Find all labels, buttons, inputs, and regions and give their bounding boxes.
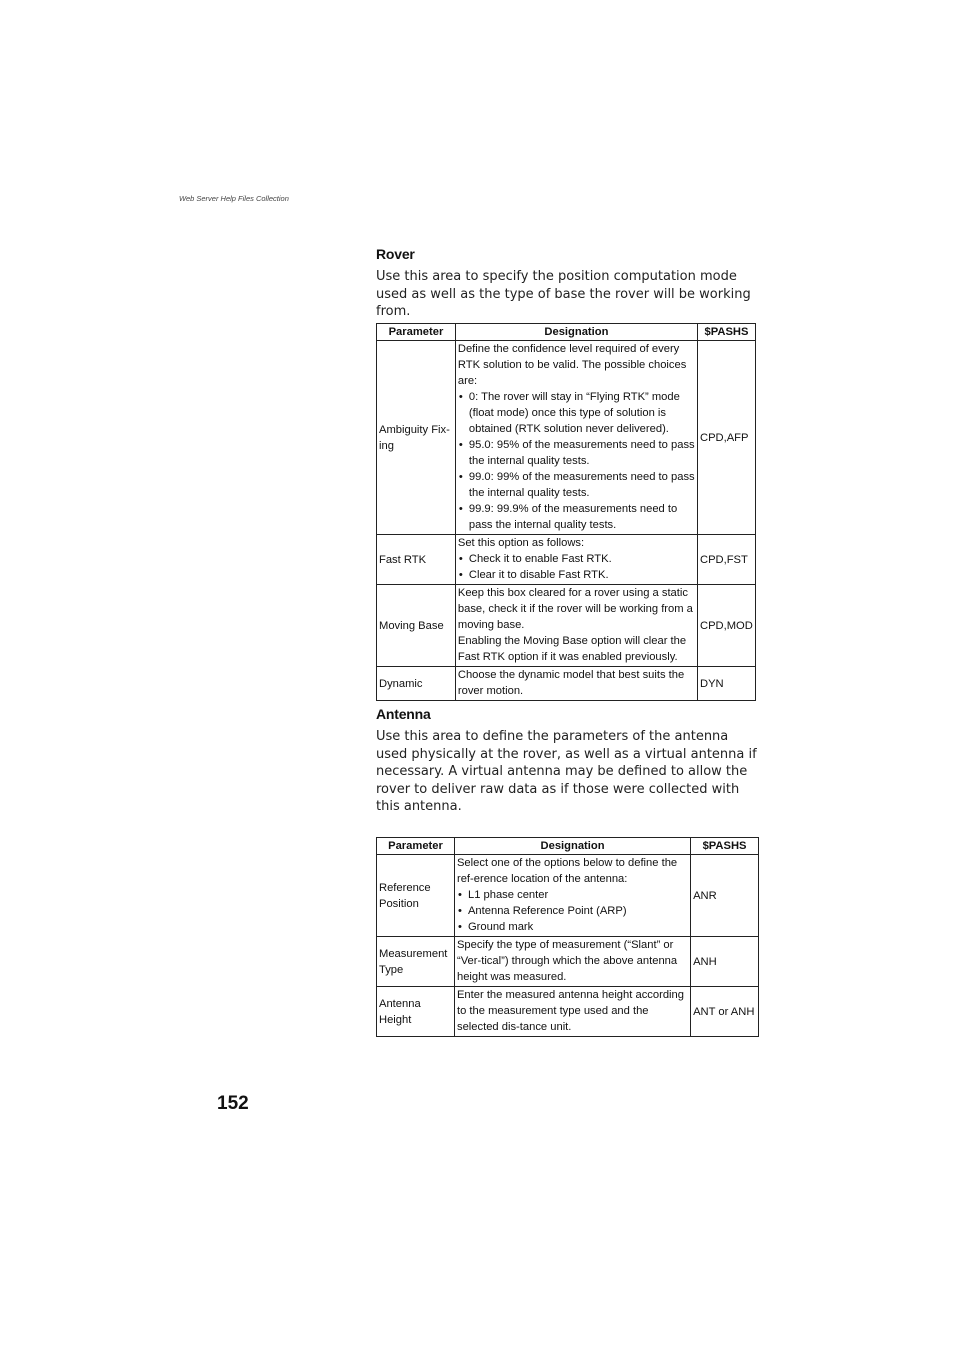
antenna-table	[376, 837, 759, 1037]
column-header-designation: Designation	[455, 324, 697, 341]
table-row	[377, 855, 759, 937]
designation-bullets	[458, 389, 695, 533]
list-item: • Clear it to disable Fast RTK.	[458, 567, 695, 583]
designation-cell	[454, 937, 690, 987]
page-number: 152	[217, 1093, 249, 1114]
table-row	[377, 535, 756, 585]
table-row	[377, 667, 756, 701]
designation-bullets	[457, 887, 688, 935]
list-item: • 95.0: 95% of the measurements need to pass the internal quality tests.	[458, 437, 695, 469]
designation-lead: Enter the measured antenna height according to the measurement type used and the selected dis-tance unit.	[456, 989, 684, 1033]
column-header-pashs: $PASHS	[691, 838, 759, 855]
parameter-cell: Reference Position	[377, 855, 455, 937]
table-row	[377, 341, 756, 535]
designation-cell	[454, 987, 690, 1037]
designation-cell	[455, 667, 697, 701]
designation-cell	[454, 855, 690, 937]
list-item: • 99.0: 99% of the measurements need to pass the internal quality tests.	[458, 469, 695, 501]
rover-intro: Use this area to specify the position computation mode used as well as the type of base the rover will be working from.	[376, 269, 751, 319]
designation-cell	[455, 585, 697, 667]
antenna-intro: Use this area to define the parameters of the antenna used physically at the rover, as well as a virtual antenna if necessary. A virtual antenna may be defined to allow the rover to deliver raw data as if those were collected with this antenna.	[376, 729, 757, 814]
list-item: • Antenna Reference Point (ARP)	[457, 903, 688, 919]
list-item: • 99.9: 99.9% of the measurements need to pass the internal quality tests.	[458, 501, 695, 533]
list-item: • 0: The rover will stay in “Flying RTK” mode (float mode) once this type of solution is obtained (RTK solution never delivered).	[458, 389, 695, 437]
designation-lead: Specify the type of measurement (“Slant” or “Ver-tical”) through which the above antenna height was measured.	[456, 939, 678, 983]
table-row	[377, 937, 759, 987]
pashs-cell: ANH	[691, 937, 759, 987]
parameter-cell: Fast RTK	[377, 535, 456, 585]
table-row	[377, 987, 759, 1037]
rover-section	[376, 246, 756, 321]
designation-lead: Keep this box cleared for a rover using a static base, check it if the rover will be working from a moving base.	[457, 587, 693, 631]
parameter-cell: Dynamic	[377, 667, 456, 701]
designation-cell	[455, 535, 697, 585]
pashs-cell: ANT or ANH	[691, 987, 759, 1037]
table-header-row	[377, 838, 759, 855]
rover-heading: Rover	[376, 246, 415, 262]
parameter-cell: Antenna Height	[377, 987, 455, 1037]
designation-lead: Choose the dynamic model that best suits the rover motion.	[457, 669, 685, 697]
running-header: Web Server Help Files Collection	[179, 194, 289, 203]
parameter-cell: Ambiguity Fix-ing	[377, 341, 456, 535]
antenna-heading: Antenna	[376, 706, 431, 722]
list-item: • Ground mark	[457, 919, 688, 935]
designation-note: Enabling the Moving Base option will clear the Fast RTK option if it was enabled previously.	[457, 635, 687, 663]
column-header-parameter: Parameter	[377, 324, 456, 341]
column-header-pashs: $PASHS	[697, 324, 755, 341]
designation-lead: Set this option as follows:	[457, 537, 585, 549]
designation-lead: Define the confidence level required of every RTK solution to be valid. The possible choices are:	[457, 343, 687, 387]
table-header-row	[377, 324, 756, 341]
parameter-cell: Moving Base	[377, 585, 456, 667]
pashs-cell: ANR	[691, 855, 759, 937]
pashs-cell: CPD,FST	[697, 535, 755, 585]
list-item: • L1 phase center	[457, 887, 688, 903]
designation-bullets	[458, 551, 695, 583]
list-item: • Check it to enable Fast RTK.	[458, 551, 695, 567]
pashs-cell: DYN	[697, 667, 755, 701]
designation-cell	[455, 341, 697, 535]
pashs-cell: CPD,AFP	[697, 341, 755, 535]
rover-table	[376, 323, 756, 701]
pashs-cell: CPD,MOD	[697, 585, 755, 667]
column-header-parameter: Parameter	[377, 838, 455, 855]
parameter-cell: Measurement Type	[377, 937, 455, 987]
antenna-section	[376, 706, 758, 816]
table-row	[377, 585, 756, 667]
column-header-designation: Designation	[454, 838, 690, 855]
designation-lead: Select one of the options below to define the ref-erence location of the antenna:	[456, 857, 678, 885]
